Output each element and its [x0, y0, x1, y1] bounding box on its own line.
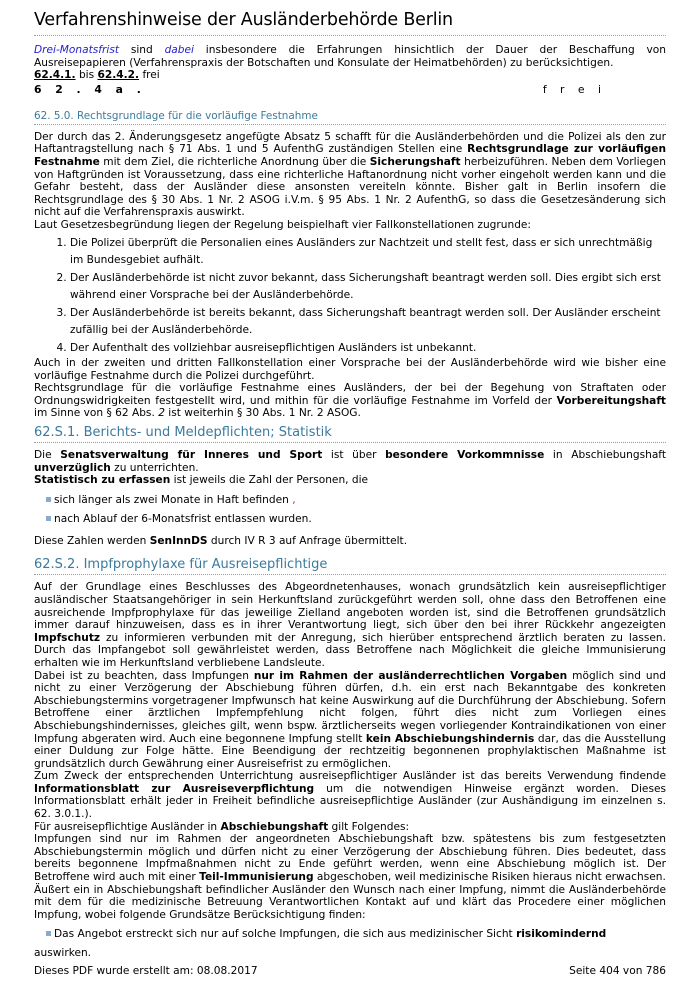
section-62-4a-value: f r e i [542, 82, 606, 96]
heading-62-s-2: 62.S.2. Impfprophylaxe für Ausreisepflichtige [34, 557, 666, 575]
list-item: 2. Der Ausländerbehörde ist nicht zuvor bekannt, dass Sicherungshaft beantragt werden soll. Dies ergibt sich erst während einer Vorsprache bei der Ausländerbehörde. [70, 270, 666, 305]
term-drei-monatsfrist: Drei-Monatsfrist [34, 44, 119, 56]
list-item: Das Angebot erstreckt sich nur auf solche Impfungen, die sich aus medizinischer Sicht risikomindernd auswirken. [34, 928, 607, 960]
section-ref-line: 62.4.1. bis 62.4.2. frei [34, 69, 160, 82]
heading-62-s-1: 62.S.1. Berichts- und Meldepflichten; Statistik [34, 425, 666, 443]
paragraph: Auf der Grundlage eines Beschlusses des Abgeordnetenhauses, wonach grundsätzlich kein ausreisepflichtiger ausländischer Staatsangehöriger in sein Herkunftsland zurückgeführt werden soll, ohne dass den Betroffenen eine ausreichende Impfprophylaxe für das jeweilige Zielland angeboten worden ist, sind die Betroffenen grundsätzlich immer darauf hinzuweisen, dass es in ihrer Verantwortung liegt, sich über den bei ihrer Rückkehr angezeigten Impfschutz zu informieren verbunden mit der Anregung, sich hierüber entsprechend ärztlich beraten zu lassen. Durch das Impfangebot soll gewährleistet werden, dass Betroffene nach Möglichkeit die gleiche Immunisierung erhalten wie im Herkunftsland verbliebene Landsleute. [34, 581, 666, 669]
paragraph: Zum Zweck der entsprechenden Unterrichtung ausreisepflichtiger Ausländer ist das bereits Verwendung findende Informationsblatt zur Ausreiseverpflichtung um die notwendigen Hinweise ergänzt worden. Dieses Informationsblatt erhält jeder in Freiheit befindliche ausreisepflichtige Ausländer (zur Aushändigung im einzelnen s. 62. 3.0.1.). [34, 770, 666, 821]
case-list [34, 235, 666, 358]
square-bullet-icon [46, 497, 51, 502]
paragraph: Dabei ist zu beachten, dass Impfungen nur im Rahmen der ausländerrechtlichen Vorgaben möglich sind und nicht zu einer Verzögerung der Abschiebung führen dürfen, d.h. ein erst nach Bekanntgabe des konkreten Abschiebungstermins vorgetragener Impfwunsch hat keine Auswirkung auf die Durchführung der Abschiebung. Sofern Betroffene einer ärztlichen Impfempfehlung nicht folgen, führt dies nicht zum Vorliegen eines Abschiebungshindernisses, gleiches gilt, wenn bspw. ärztlicherseits wegen vorliegender Kontraindikationen von einer Impfung abgeraten wird. Auch eine begonnene Impfung stellt kein Abschiebungshindernis dar, das die Ausstellung einer Duldung zur Folge hätte. Eine Beendigung der rechtzeitig begonnenen prophylaktischen Maßnahme ist grundsätzlich durch Gewährung einer Ausreisefrist zu ermöglichen. [34, 669, 667, 770]
paragraph: Der durch das 2. Änderungsgesetz angefügte Absatz 5 schafft für die Ausländerbehörden und die Polizei als den zur Haftantragstellung nach § 71 Abs. 1 und 5 AufenthG zuständigen Stellen eine Rechtsgrundlage zur vorläufigen Festnahme mit dem Ziel, die richterliche Anordnung über die Sicherungshaft herbeizuführen. Neben dem Vorliegen von Haftgründen ist Voraussetzung, dass eine richterliche Haftanordnung nicht vorher eingeholt werden kann und die Gefahr besteht, dass der Ausländer diese ansonsten vereiteln könnte. Bisher galt in Berlin insofern die Rechtsgrundlage des § 30 Abs. 1 Nr. 2 ASOG i.V.m. § 95 Abs. 1 Nr. 2 AufenthG, so dass die Gesetzesänderung sich nicht auf die Verfahrenspraxis auswirkt. [34, 130, 667, 219]
statistics-list [34, 491, 666, 529]
created-date: Dieses PDF wurde erstellt am: 08.08.2017 [34, 965, 258, 977]
paragraph: Für ausreisepflichtige Ausländer in Abschiebungshaft gilt Folgendes: [34, 820, 410, 833]
principles-list [34, 925, 666, 963]
paragraph: Impfungen sind nur im Rahmen der angeordneten Abschiebungshaft bzw. spätestens bis zum festgesetzten Abschiebungstermin möglich und dürfen nicht zu einer Verzögerung der Abschiebung führen. Dies bedeutet, dass bereits begonnene Impfmaßnahmen nicht zu Ende geführt werden, wenn eine Abschiebung möglich ist. Der Betroffene wird auch mit einer Teil-Immunisierung abgeschoben, weil medizinische Risiken hieraus nicht erwachsen. [34, 833, 666, 884]
paragraph: Rechtsgrundlage für die vorläufige Festnahme eines Ausländers, der bei der Begehung von Straftaten oder Ordnungswidrigkeiten festgestellt wird, und mithin für die vorläufige Festnahme im Vorfeld der Vorbereitungshaft im Sinne von § 62 Abs. 2 ist weiterhin § 30 Abs. 1 Nr. 2 ASOG. [34, 382, 666, 420]
square-bullet-icon [46, 931, 51, 936]
list-item: 4. Der Aufenthalt des vollziehbar ausreisepflichtigen Ausländers ist unbekannt. [70, 340, 666, 358]
paragraph: Äußert ein in Abschiebungshaft befindlicher Ausländer den Wunsch nach einer Impfung, nimmt die Ausländerbehörde mit dem für die medizinische Betreuung Verantwortlichen Kontakt auf und klärt das Procedere einer möglichen Impfung, wobei folgende Grundsätze Berücksichtigung finden: [34, 883, 666, 921]
square-bullet-icon [46, 516, 51, 521]
ref-62-4-1: 62.4.1. [34, 69, 76, 82]
list-item: 3. Der Ausländerbehörde ist bereits bekannt, dass Sicherungshaft beantragt werden soll. Der Ausländer erscheint zufällig bei der Ausländerbehörde. [70, 305, 666, 340]
heading-62-5-0: 62. 5.0. Rechtsgrundlage für die vorläufige Festnahme [34, 110, 666, 125]
section-62-4a-line [34, 83, 666, 96]
term-dabei: dabei [164, 44, 194, 56]
paragraph: Diese Zahlen werden SenInnDS durch IV R 3 auf Anfrage übermittelt. [34, 534, 408, 547]
section-62-4a-label: 6 2 . 4 a . [34, 82, 146, 96]
page-footer [34, 965, 666, 977]
list-item: 1. Die Polizei überprüft die Personalien eines Ausländers zur Nachtzeit und stellt fest, dass er sich unrechtmäßig im Bundesgebiet aufhält. [70, 235, 666, 270]
paragraph: Auch in der zweiten und dritten Fallkonstellation einer Vorsprache bei der Ausländerbehörde wird wie bisher eine vorläufige Festnahme durch die Polizei durchgeführt. [34, 357, 666, 382]
page-number: Seite 404 von 786 [569, 965, 666, 977]
page-title: Verfahrenshinweise der Ausländerbehörde Berlin [34, 10, 666, 36]
ref-62-4-2: 62.4.2. [97, 69, 140, 82]
list-item: nach Ablauf der 6-Monatsfrist entlassen wurden. [34, 510, 666, 529]
paragraph: Die Senatsverwaltung für Inneres und Sport ist über besondere Vorkommnisse in Abschiebungshaft unverzüglich zu unterrichten. [34, 449, 667, 474]
list-item: sich länger als zwei Monate in Haft befinden , [34, 491, 666, 510]
paragraph: Statistisch zu erfassen ist jeweils die Zahl der Personen, die [34, 474, 369, 487]
paragraph: Laut Gesetzesbegründung liegen der Regelung beispielhaft vier Fallkonstellationen zugrunde: [34, 218, 532, 231]
intro-paragraph: Drei-Monatsfrist sind dabei insbesondere die Erfahrungen hinsichtlich der Dauer der Beschaffung von Ausreisepapieren (Verfahrenspraxis der Botschaften und Konsulate der Heimatbehörden) zu berücksichtigen. [34, 44, 666, 69]
